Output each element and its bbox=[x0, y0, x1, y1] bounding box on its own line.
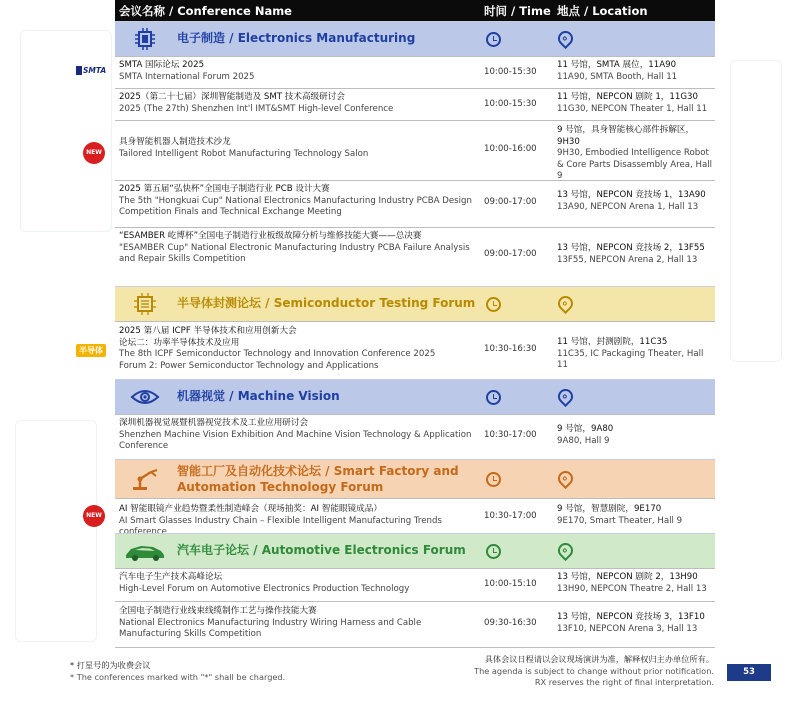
location-en: 13H90, NEPCON Theatre 2, Hall 13 bbox=[557, 583, 707, 594]
location-pin-icon bbox=[555, 540, 576, 561]
category-automotive bbox=[115, 533, 715, 568]
location-zh: 9 号馆，智慧剧院，9E170 bbox=[557, 504, 662, 514]
category-electronics bbox=[115, 21, 715, 56]
chip-icon bbox=[129, 27, 161, 51]
location-en: 13F10, NEPCON Arena 3, Hall 13 bbox=[557, 623, 698, 634]
conference-name-zh: 2025 第八届 ICPF 半导体技术和应用创新大会 bbox=[119, 326, 297, 336]
location-en: 11G30, NEPCON Theater 1, Hall 11 bbox=[557, 103, 708, 114]
time-value: 10:30-17:00 bbox=[484, 430, 537, 440]
table-row bbox=[115, 120, 715, 180]
footer-disclaimer-en1: The agenda is subject to change without prior notification. bbox=[474, 665, 714, 676]
location-pin-icon bbox=[555, 468, 576, 489]
location-en: 9H30, Embodied Intelligence Robot & Core Parts Disassembly Area, Hall 9 bbox=[557, 148, 712, 182]
new-badge: NEW bbox=[83, 142, 105, 164]
conference-name-zh: 2025（第二十七届）深圳智能制造及 SMT 技术高级研讨会 bbox=[119, 92, 345, 102]
location-zh: 13 号馆，NEPCON 竞技场 3，13F10 bbox=[557, 612, 705, 622]
conference-name-zh: “ESAMBER 屹博杯”全国电子制造行业板级故障分析与维修技能大赛——总决赛 bbox=[119, 231, 422, 241]
table-row bbox=[115, 321, 715, 379]
category-semiconductor bbox=[115, 286, 715, 321]
eye-icon bbox=[129, 385, 161, 409]
clock-icon bbox=[486, 390, 501, 405]
location-pin-icon bbox=[555, 386, 576, 407]
category-title: 汽车电子论坛 / Automotive Electronics Forum bbox=[177, 543, 466, 557]
conference-name-zh: 2025 第五届“弘快杯”全国电子制造行业 PCB 设计大赛 bbox=[119, 184, 330, 194]
smta-logo: SMTA bbox=[76, 66, 107, 75]
location-pin-icon bbox=[555, 28, 576, 49]
clock-icon bbox=[486, 297, 501, 312]
conference-name-zh: SMTA 国际论坛 2025 bbox=[119, 60, 205, 70]
footer-disclaimer-zh: 具体会议日程请以会议现场演讲为准，解释权归主办单位所有。 bbox=[484, 654, 714, 664]
conference-name-en: Tailored Intelligent Robot Manufacturing Technology Salon bbox=[119, 148, 369, 159]
table-row bbox=[115, 88, 715, 120]
conference-name-en: National Electronics Manufacturing Industry Wiring Harness and Cable Manufacturing Skills Competition bbox=[119, 617, 422, 640]
semiconductor-tag: 半导体 bbox=[76, 344, 106, 357]
table-row bbox=[115, 498, 715, 533]
footer-note bbox=[70, 660, 285, 683]
time-value: 10:00-16:00 bbox=[484, 144, 537, 154]
conference-name-zh: 深圳机器视觉展暨机器视觉技术及工业应用研讨会 bbox=[119, 418, 309, 428]
location-en: 11C35, IC Packaging Theater, Hall 11 bbox=[557, 348, 704, 371]
time-value: 09:00-17:00 bbox=[484, 249, 537, 259]
location-zh: 11 号馆，封测剧院，11C35 bbox=[557, 337, 668, 347]
category-machine-vision bbox=[115, 379, 715, 414]
time-value: 10:00-15:10 bbox=[484, 579, 537, 589]
conference-name-en: High-Level Forum on Automotive Electronics Production Technology bbox=[119, 583, 410, 594]
conference-name-en: The 5th "Hongkuai Cup" National Electronics Manufacturing Industry PCBA Design Competition Finals and Technical Exchange Meeting bbox=[119, 195, 472, 218]
location-zh: 11 号馆，SMTA 展位，11A90 bbox=[557, 60, 677, 70]
location-zh: 13 号馆，NEPCON 剧院 2，13H90 bbox=[557, 572, 698, 582]
header-time: 时间 / Time bbox=[484, 4, 551, 18]
conference-name-en: "ESAMBER Cup" National Electronic Manufacturing Industry PCBA Failure Analysis and Repair Skills Competition bbox=[119, 242, 470, 265]
location-zh: 9 号馆，9A80 bbox=[557, 424, 614, 434]
conference-name-en: The 8th ICPF Semiconductor Technology and Innovation Conference 2025 bbox=[119, 349, 436, 360]
background-line bbox=[20, 30, 112, 232]
location-en: 13F55, NEPCON Arena 2, Hall 13 bbox=[557, 254, 698, 265]
category-title: 电子制造 / Electronics Manufacturing bbox=[177, 31, 416, 45]
conference-name-zh: 汽车电子生产技术高峰论坛 bbox=[119, 572, 223, 582]
header-location: 地点 / Location bbox=[557, 4, 648, 18]
page-number: 53 bbox=[727, 664, 771, 681]
conference-subtitle-zh: 论坛二：功率半导体技术及应用 bbox=[119, 337, 240, 348]
time-value: 10:30-16:30 bbox=[484, 344, 537, 354]
table-row bbox=[115, 227, 715, 286]
location-en: 9A80, Hall 9 bbox=[557, 435, 610, 446]
new-badge: NEW bbox=[83, 505, 105, 527]
background-line bbox=[730, 60, 782, 362]
location-pin-icon bbox=[555, 293, 576, 314]
conference-subtitle-en: Forum 2: Power Semiconductor Technology and Applications bbox=[119, 360, 379, 371]
location-zh: 11 号馆，NEPCON 剧院 1，11G30 bbox=[557, 92, 698, 102]
location-zh: 9 号馆，具身智能核心部件拆解区，9H30 bbox=[557, 125, 695, 147]
conference-name-en: 2025 (The 27th) Shenzhen Int'l IMT&SMT High-level Conference bbox=[119, 103, 394, 114]
footer-note-zh: * 打星号的为收费会议 bbox=[70, 660, 151, 670]
clock-icon bbox=[486, 544, 501, 559]
conference-name-en: AI Smart Glasses Industry Chain – Flexible Intelligent Manufacturing Trends bbox=[119, 515, 442, 526]
footer-disclaimer-en2: RX reserves the right of final interpretation. bbox=[534, 677, 714, 687]
car-icon bbox=[123, 539, 167, 563]
table-row bbox=[115, 414, 715, 459]
table-row bbox=[115, 180, 715, 227]
conference-name-zh: AI 智能眼镜产业趋势暨柔性制造峰会（现场抽奖：AI 智能眼镜成品） bbox=[119, 504, 382, 514]
category-title bbox=[177, 463, 459, 495]
background-line bbox=[15, 420, 97, 642]
clock-icon bbox=[486, 32, 501, 47]
conference-table bbox=[115, 0, 715, 648]
time-value: 09:30-16:30 bbox=[484, 618, 537, 628]
location-zh: 13 号馆，NEPCON 竞技场 2，13F55 bbox=[557, 243, 705, 253]
time-value: 10:00-15:30 bbox=[484, 99, 537, 109]
robot-arm-icon bbox=[129, 467, 161, 491]
clock-icon bbox=[486, 472, 501, 487]
conference-name-zh: 具身智能机器人制造技术沙龙 bbox=[119, 137, 231, 147]
conference-name-zh: 全国电子制造行业线束线缆制作工艺与操作技能大赛 bbox=[119, 606, 317, 616]
conference-name-en: Shenzhen Machine Vision Exhibition And Machine Vision Technology & Application Conference bbox=[119, 429, 472, 452]
table-row bbox=[115, 568, 715, 601]
time-value: 10:30-17:00 bbox=[484, 511, 537, 521]
location-en: 9E170, Smart Theater, Hall 9 bbox=[557, 515, 683, 526]
footer-disclaimer bbox=[400, 654, 714, 689]
location-en: 13A90, NEPCON Arena 1, Hall 13 bbox=[557, 201, 699, 212]
table-row bbox=[115, 56, 715, 88]
location-zh: 13 号馆，NEPCON 竞技场 1，13A90 bbox=[557, 190, 706, 200]
time-value: 10:00-15:30 bbox=[484, 67, 537, 77]
category-title-line1: 智能工厂及自动化技术论坛 / Smart Factory and bbox=[177, 464, 459, 478]
category-title: 机器视觉 / Machine Vision bbox=[177, 389, 340, 403]
header-name: 会议名称 / Conference Name bbox=[119, 4, 292, 18]
time-value: 09:00-17:00 bbox=[484, 197, 537, 207]
conference-name-en: SMTA International Forum 2025 bbox=[119, 71, 255, 82]
footer-note-en: * The conferences marked with "*" shall be charged. bbox=[70, 671, 286, 682]
category-smart-factory bbox=[115, 459, 715, 498]
table-row bbox=[115, 601, 715, 648]
location-en: 11A90, SMTA Booth, Hall 11 bbox=[557, 71, 678, 82]
table-header bbox=[115, 0, 715, 21]
semiconductor-chip-icon bbox=[129, 292, 161, 316]
category-title-line2: Automation Technology Forum bbox=[177, 480, 384, 494]
category-title: 半导体封测论坛 / Semiconductor Testing Forum bbox=[177, 296, 476, 310]
